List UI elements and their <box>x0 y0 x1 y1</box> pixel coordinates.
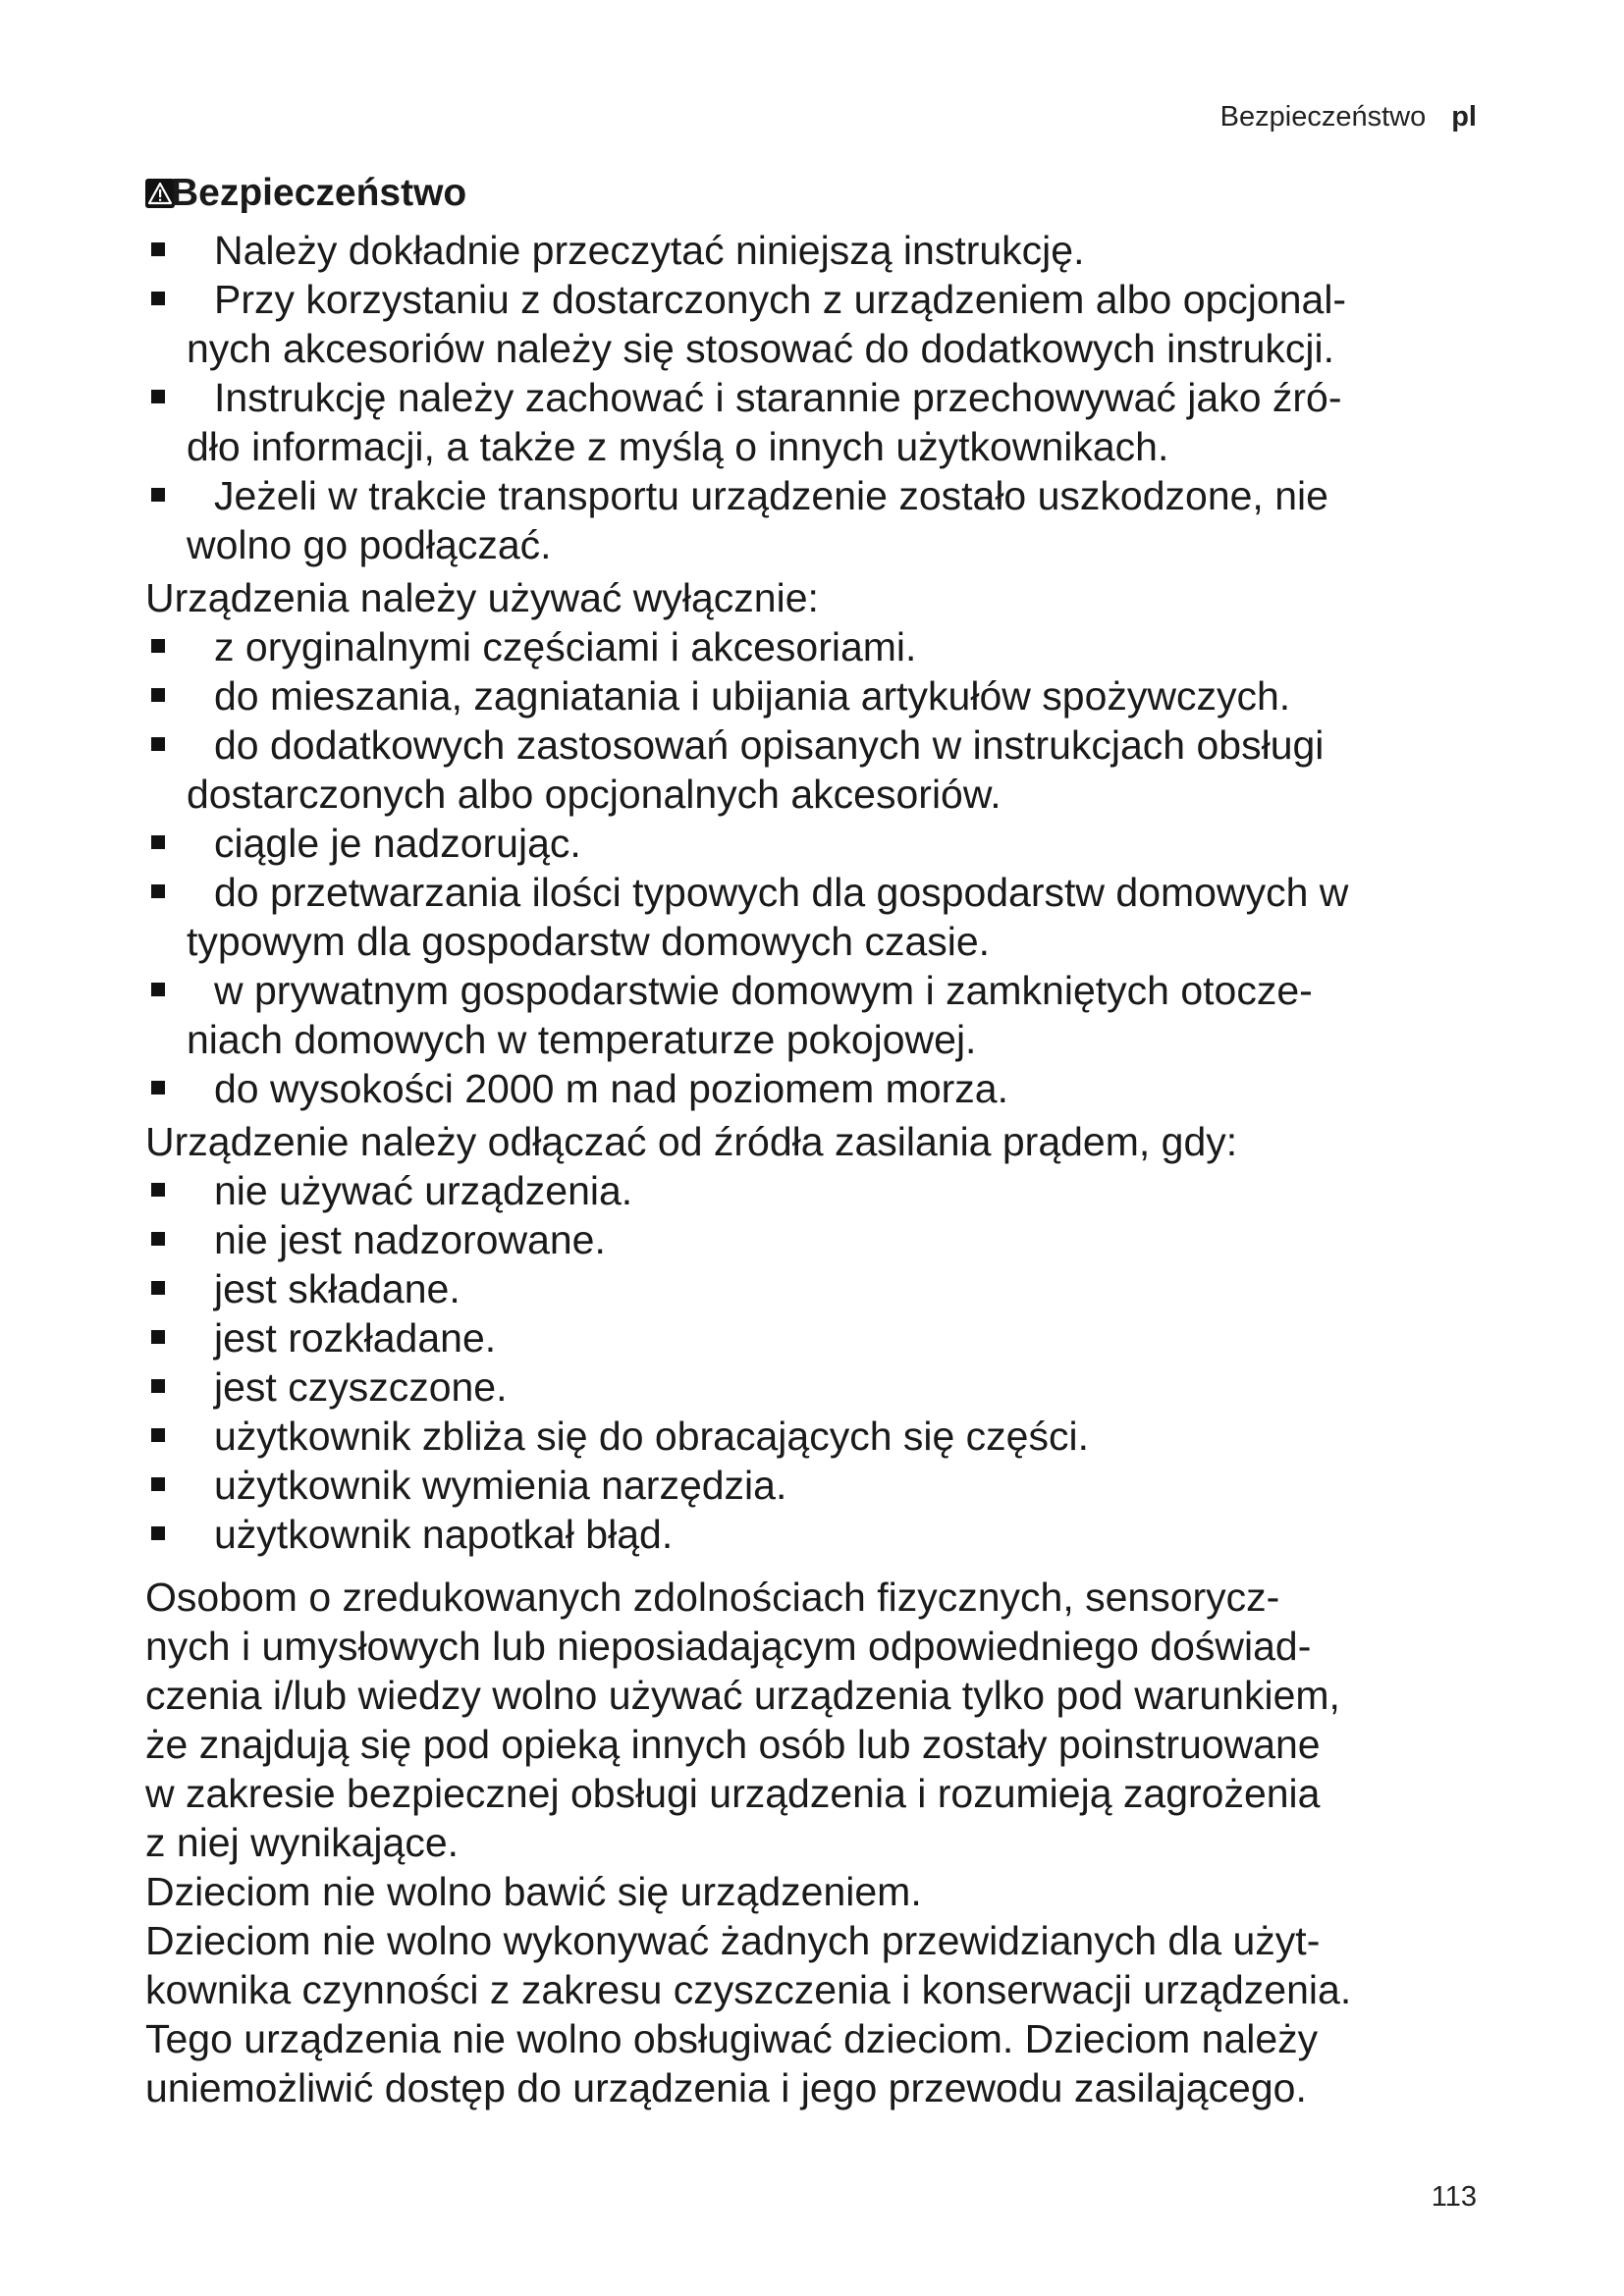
list-item-line: jest czyszczone. <box>214 1364 508 1410</box>
list-item <box>145 622 1510 671</box>
list-item <box>145 1362 1510 1412</box>
bullet-square-icon <box>151 835 165 849</box>
list-item-line: jest rozkładane. <box>214 1315 497 1361</box>
paragraph-line: że znajdują się pod opieką innych osób lub zostały poinstruowane <box>145 1722 1321 1767</box>
bullet-square-icon <box>151 1330 165 1344</box>
list-item-line: wolno go podłączać. <box>187 522 552 567</box>
bullet-square-icon <box>151 242 165 256</box>
list-item <box>145 275 1510 373</box>
bullet-square-icon <box>151 983 165 996</box>
list-item <box>145 373 1510 471</box>
list-item <box>145 721 1510 819</box>
paragraph-line: z niej wynikające. <box>145 1820 460 1865</box>
page-number: 113 <box>1431 2181 1477 2213</box>
list-item-line: użytkownik wymienia narzędzia. <box>214 1463 787 1508</box>
paragraph-line: Dzieciom nie wolno wykonywać żadnych przewidzianych dla użyt- <box>145 1918 1321 1963</box>
list-item <box>145 1166 1510 1215</box>
list-item-line: niach domowych w temperaturze pokojowej. <box>187 1017 977 1062</box>
bullet-list-usage <box>145 622 1510 1113</box>
list-item <box>145 1412 1510 1461</box>
paragraph-line: Dzieciom nie wolno bawić się urządzeniem. <box>145 1869 922 1914</box>
usage-intro: Urządzenia należy używać wyłącznie: <box>145 575 819 620</box>
list-item <box>145 868 1510 966</box>
list-item-line: dło informacji, a także z myślą o innych użytkownikach. <box>187 424 1169 469</box>
list-item <box>145 1313 1510 1362</box>
list-item <box>145 671 1510 721</box>
bullet-square-icon <box>151 1232 165 1246</box>
paragraph-line: uniemożliwić dostęp do urządzenia i jego przewodu zasilającego. <box>145 2065 1307 2110</box>
running-header-section: Bezpieczeństwo <box>1219 101 1427 133</box>
list-item <box>145 966 1510 1064</box>
bullet-square-icon <box>151 1526 165 1540</box>
list-item-line: użytkownik napotkał błąd. <box>214 1512 674 1557</box>
section-title-text: Bezpieczeństwo <box>171 172 467 214</box>
list-item <box>145 1510 1510 1559</box>
section-title <box>145 167 1510 220</box>
list-item-line: Jeżeli w trakcie transportu urządzenie zostało uszkodzone, nie <box>214 473 1328 518</box>
bullet-square-icon <box>151 1379 165 1393</box>
list-item-line: nych akcesoriów należy się stosować do dodatkowych instrukcji. <box>187 326 1335 371</box>
paragraph-line: w zakresie bezpiecznej obsługi urządzenia i rozumieją zagrożenia <box>145 1771 1321 1816</box>
bullet-square-icon <box>151 1183 165 1197</box>
bullet-square-icon <box>151 1428 165 1442</box>
bullet-square-icon <box>151 639 165 653</box>
list-item-line: Instrukcję należy zachować i starannie przechowywać jako źró- <box>214 375 1342 420</box>
paragraph <box>145 1573 1510 1867</box>
paragraph-line: czenia i/lub wiedzy wolno używać urządzenia tylko pod warunkiem, <box>145 1673 1340 1718</box>
list-item <box>145 471 1510 569</box>
paragraph-line: nych i umysłowych lub nieposiadającym odpowiedniego doświad- <box>145 1624 1312 1669</box>
paragraph <box>145 1867 1510 1916</box>
list-item-line: do wysokości 2000 m nad poziomem morza. <box>214 1066 1008 1111</box>
bullet-list-disconnect <box>145 1166 1510 1559</box>
bullet-list-general <box>145 226 1510 569</box>
list-item-line: do dodatkowych zastosowań opisanych w instrukcjach obsługi <box>214 722 1325 768</box>
disconnect-intro: Urządzenie należy odłączać od źródła zasilania prądem, gdy: <box>145 1119 1238 1164</box>
list-item-line: w prywatnym gospodarstwie domowym i zamkniętych otocze- <box>214 968 1313 1013</box>
list-item <box>145 1064 1510 1113</box>
bullet-square-icon <box>151 292 165 305</box>
bullet-square-icon <box>151 488 165 502</box>
list-item-line: użytkownik zbliża się do obracających się części. <box>214 1414 1089 1459</box>
list-item-line: dostarczonych albo opcjonalnych akcesoriów. <box>187 772 1001 817</box>
list-item-line: jest składane. <box>214 1266 460 1311</box>
paragraph-line: kownika czynności z zakresu czyszczenia i konserwacji urządzenia. <box>145 1967 1352 2012</box>
list-item-line: z oryginalnymi częściami i akcesoriami. <box>214 624 917 669</box>
bullet-square-icon <box>151 688 165 702</box>
bullet-square-icon <box>151 390 165 403</box>
running-header <box>1220 101 1477 133</box>
list-item <box>145 1461 1510 1510</box>
bullet-square-icon <box>151 1081 165 1095</box>
page-content <box>145 167 1510 2112</box>
bullet-square-icon <box>151 1281 165 1295</box>
list-item-line: Przy korzystaniu z dostarczonych z urządzeniem albo opcjonal- <box>214 277 1347 322</box>
paragraph-line: Tego urządzenia nie wolno obsługiwać dzieciom. Dzieciom należy <box>145 2016 1319 2061</box>
list-item-line: do mieszania, zagniatania i ubijania artykułów spożywczych. <box>214 673 1291 719</box>
bullet-square-icon <box>151 737 165 751</box>
list-item-line: Należy dokładnie przeczytać niniejszą instrukcję. <box>214 228 1085 273</box>
list-item <box>145 1215 1510 1264</box>
list-item-line: typowym dla gospodarstw domowych czasie. <box>187 919 991 964</box>
bullet-square-icon <box>151 1477 165 1491</box>
list-item-line: nie jest nadzorowane. <box>214 1217 606 1262</box>
paragraph <box>145 1916 1510 2112</box>
list-item <box>145 819 1510 868</box>
list-item-line: ciągle je nadzorując. <box>214 821 581 866</box>
paragraph-line: Osobom o zredukowanych zdolnościach fizycznych, sensorycz- <box>145 1575 1280 1620</box>
bullet-square-icon <box>151 884 165 898</box>
list-item <box>145 226 1510 275</box>
paragraphs <box>145 1573 1510 2112</box>
running-header-lang: pl <box>1451 101 1477 133</box>
list-item-line: do przetwarzania ilości typowych dla gospodarstw domowych w <box>214 870 1349 915</box>
list-item <box>145 1264 1510 1313</box>
list-item-line: nie używać urządzenia. <box>214 1168 633 1213</box>
